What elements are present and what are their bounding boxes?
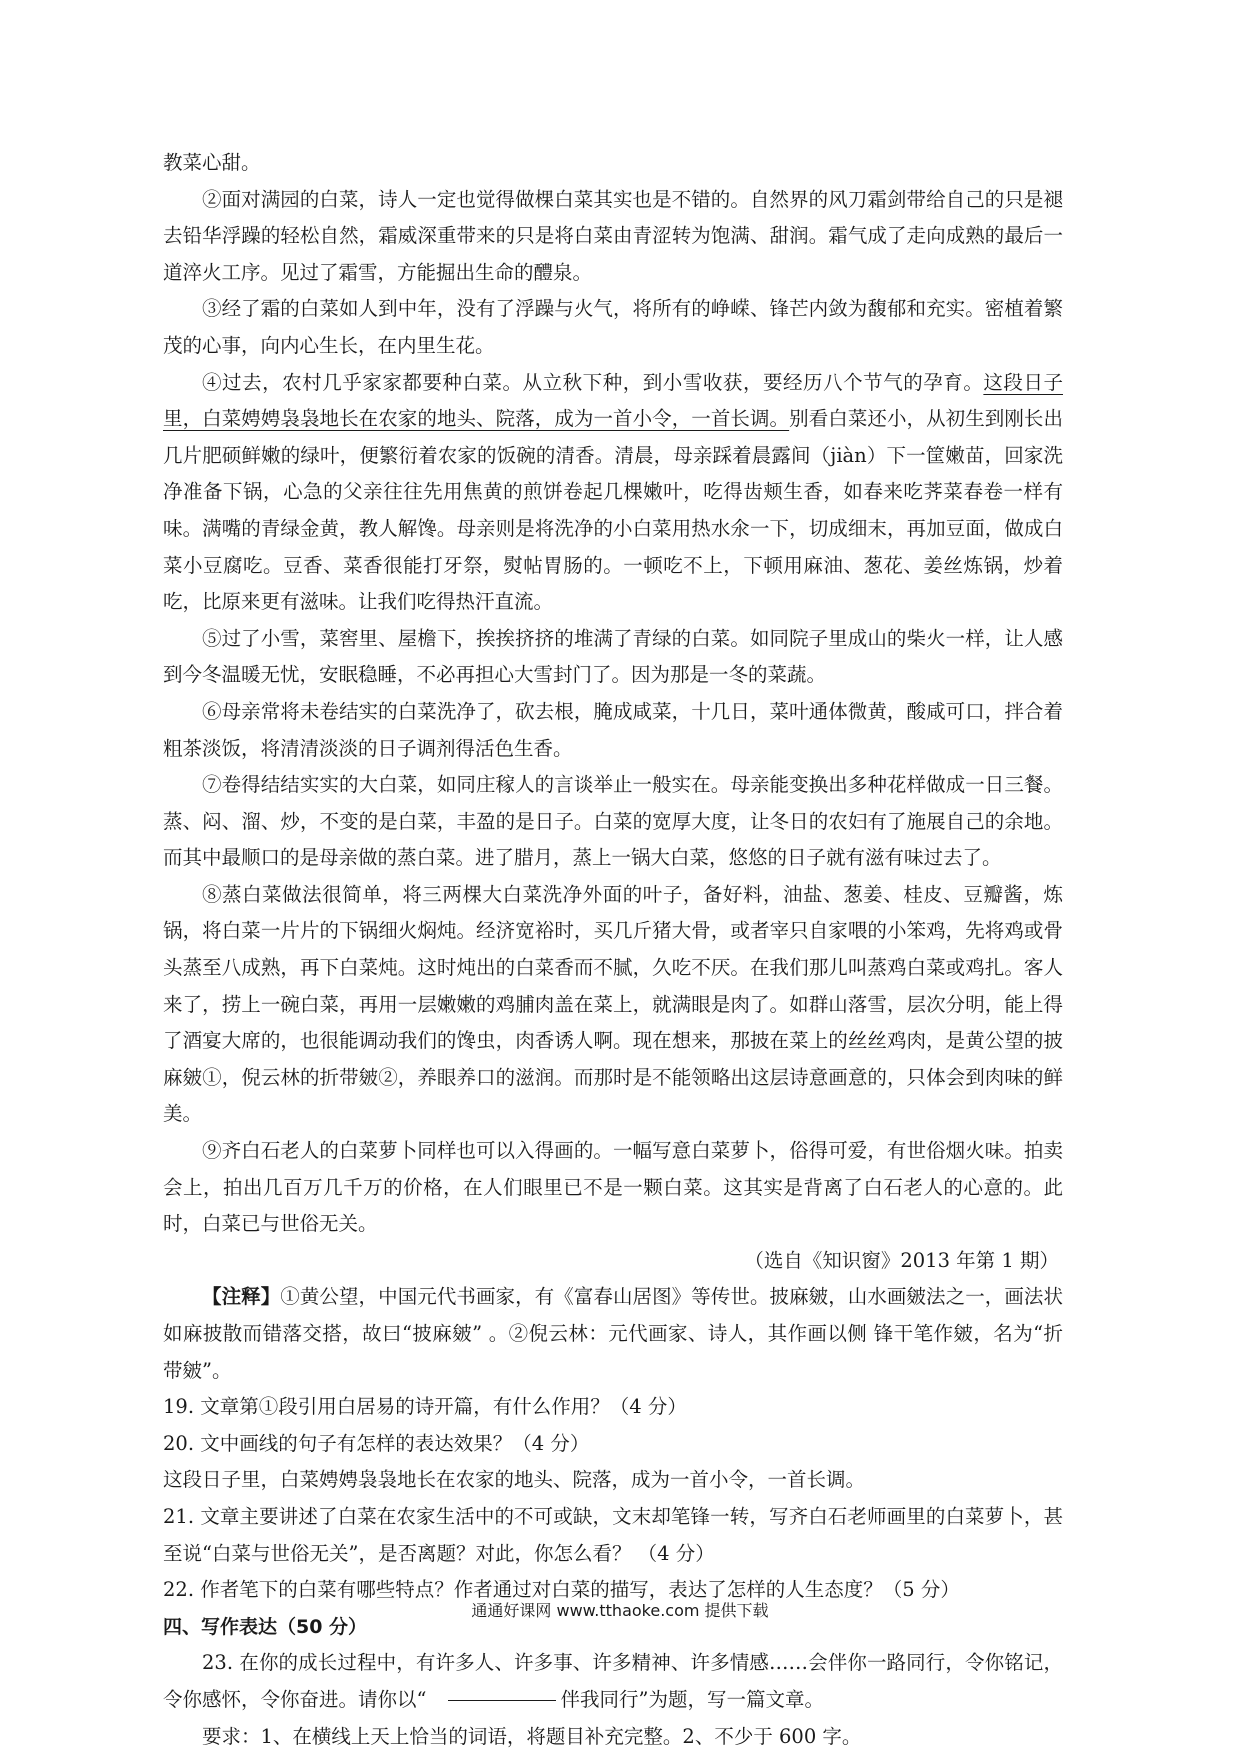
title-blank-line	[448, 1699, 556, 1701]
paragraph-7: ⑦卷得结结实实的大白菜，如同庄稼人的言谈举止一般实在。母亲能变换出多种花样做成一日三餐。蒸、闷、溜、炒，不变的是白菜，丰盈的是日子。白菜的宽厚大度，让冬日的农妇有了施展自己的余地。而其中最顺口的是母亲做的蒸白菜。进了腊月，蒸上一锅大白菜，悠悠的日子就有滋有味过去了。	[163, 773, 1063, 870]
writing-prompt-part-a: 23. 在你的成长过程中，有许多人、许多事、许多精神、许多情感……会伴你一路同行，令你铭记，令你感怀，令你奋进。请你以“	[163, 1651, 1063, 1711]
paragraph-9: ⑨齐白石老人的白菜萝卜同样也可以入得画的。一幅写意白菜萝卜，俗得可爱，有世俗烟火味。拍卖会上，拍出几百万几千万的价格，在人们眼里已不是一颗白菜。这其实是背离了白石老人的心意的。此时，白菜已与世俗无关。	[163, 1139, 1063, 1236]
paragraph-3: ③经了霜的白菜如人到中年，没有了浮躁与火气，将所有的峥嵘、锋芒内敛为馥郁和充实。密植着繁茂的心事，向内心生长，在内里生花。	[163, 297, 1063, 357]
question-21: 21. 文章主要讲述了白菜在农家生活中的不可或缺，文末却笔锋一转，写齐白石老师画里的白菜萝卜，甚至说“白菜与世俗无关”，是否离题？对此，你怎么看？ （4 分）	[163, 1504, 1063, 1565]
section-heading-writing: 四、写作表达（50 分）	[163, 1615, 368, 1638]
source-citation: （选自《知识窗》2013 年第 1 期）	[744, 1248, 1059, 1272]
paragraph-4	[163, 365, 1063, 621]
paragraph-5: ⑤过了小雪，菜窖里、屋檐下，挨挨挤挤的堆满了青绿的白菜。如同院子里成山的柴火一样，让人感到今冬温暖无忧，安眠稳睡，不必再担心大雪封门了。因为那是一冬的菜蔬。	[163, 626, 1063, 687]
paragraph-6: ⑥母亲常将未卷结实的白菜洗净了，砍去根，腌成咸菜，十几日，菜叶通体微黄，酸咸可口，拌合着粗茶淡饭，将清清淡淡的日子调剂得活色生香。	[163, 699, 1063, 760]
paragraph-8: ⑧蒸白菜做法很简单，将三两棵大白菜洗净外面的叶子，备好料，油盐、葱姜、桂皮、豆瓣酱，炼锅，将白菜一片片的下锅细火焖炖。经济宽裕时，买几斤猪大骨，或者宰只自家喂的小笨鸡，先将鸡或骨头蒸至八成熟，再下白菜炖。这时炖出的白菜香而不腻，久吃不厌。在我们那儿叫蒸鸡白菜或鸡扎。客人来了，捞上一碗白菜，再用一层嫩嫩的鸡脯肉盖在菜上，就满眼是肉了。如群山落雪，层次分明，能上得了酒宴大席的，也很能调动我们的馋虫，肉香诱人啊。现在想来，那披在菜上的丝丝鸡肉，是黄公望的披麻皴①，倪云林的折带皴②，养眼养口的滋润。而那时是不能领略出这层诗意画意的，只体会到肉味的鲜美。	[163, 882, 1063, 1126]
annotation-tag: 【注释】	[202, 1285, 281, 1309]
annotation-text: ①黄公望，中国元代书画家，有《富春山居图》等传世。披麻皴，山水画皴法之一，画法状如麻披散而错落交搭，故曰“披麻皴” 。②倪云林：元代画家、诗人，其作画以侧 锋干笔作皴，名为“折带皴”。	[163, 1285, 1063, 1382]
question-20-quote: 这段日子里，白菜娉娉袅袅地长在农家的地头、院落，成为一首小令，一首长调。	[163, 1468, 866, 1492]
paragraph-4-part-a: ④过去，农村几乎家家都要种白菜。从立秋下种，到小雪收获，要经历八个节气的孕育。	[202, 370, 984, 394]
paragraph-2: ②面对满园的白菜，诗人一定也觉得做棵白菜其实也是不错的。自然界的风刀霜剑带给自己的只是褪去铅华浮躁的轻松自然，霜威深重带来的只是将白菜由青涩转为饱满、甜润。霜气成了走向成熟的最后一道淬火工序。见过了霜雪，方能掘出生命的醴泉。	[163, 187, 1063, 284]
annotation	[163, 1279, 1063, 1389]
question-20: 20. 文中画线的句子有怎样的表达效果？（4 分）	[163, 1431, 590, 1455]
writing-requirements: 要求：1、在横线上天上恰当的词语，将题目补充完整。2、不少于 600 字。	[202, 1724, 862, 1748]
paragraph-4-part-b: 别看白菜还小，从初生到刚长出几片肥硕鲜嫩的绿叶，便繁衍着农家的饭碗的清香。清晨，母亲踩着晨露间（jiàn）下一筐嫩苗，回家洗净准备下锅，心急的父亲往往先用焦黄的煎饼卷起几棵嫩叶，吃得齿颊生香，如春来吃荠菜春卷一样有味。满嘴的青绿金黄，教人解馋。母亲则是将洗净的小白菜用热水氽一下，切成细末，再加豆面，做成白菜小豆腐吃。豆香、菜香很能打牙祭，熨帖胃肠的。一顿吃不上，下顿用麻油、葱花、姜丝炼锅，炒着吃，比原来更有滋味。让我们吃得热汗直流。	[163, 407, 1063, 614]
question-22: 22. 作者笔下的白菜有哪些特点？作者通过对白菜的描写，表达了怎样的人生态度？（5 分）	[163, 1578, 960, 1602]
page-footer: 通通好课网 www.tthaoke.com 提供下载	[471, 1601, 769, 1620]
writing-prompt-part-b: 伴我同行”为题，写一篇文章。	[560, 1687, 824, 1711]
paragraph-1-end: 教菜心甜。	[163, 151, 261, 174]
question-19: 19. 文章第①段引用白居易的诗开篇，有什么作用？（4 分）	[163, 1395, 687, 1419]
writing-prompt	[163, 1645, 1063, 1718]
underlined-sentence: 这段日子里，白菜娉娉袅袅地长在农家的地头、院落，成为一首小令，一首长调。	[163, 370, 1063, 431]
document-body	[163, 145, 1063, 1755]
